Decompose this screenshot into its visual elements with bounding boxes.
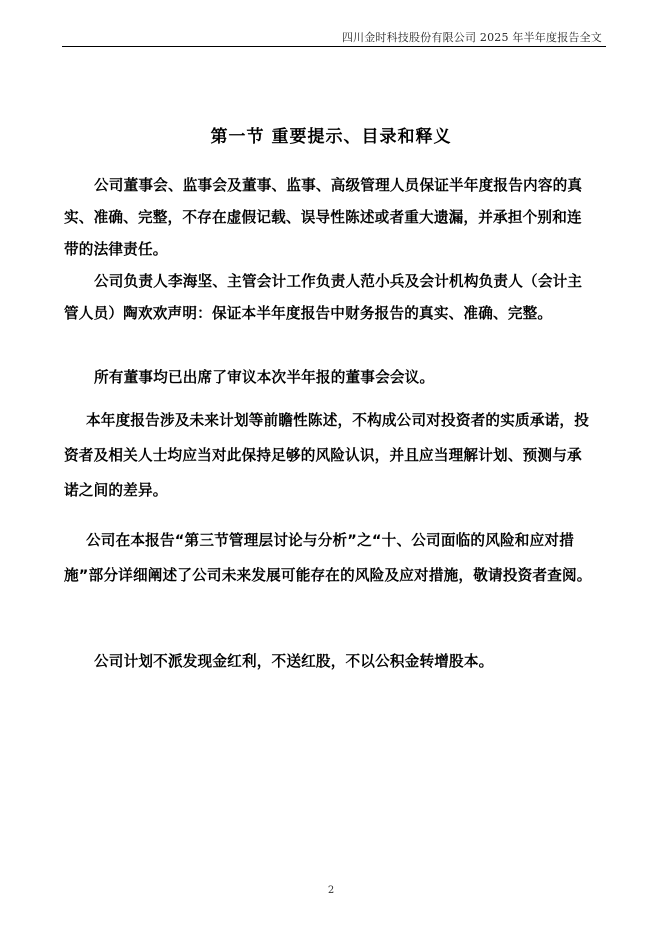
section-title: 第一节 重要提示、目录和释义 xyxy=(210,127,452,147)
paragraph-forward-looking-statements: 本年度报告涉及未来计划等前瞻性陈述，不构成公司对投资者的实质承诺，投资者及相关人士均应当对此保持足够的风险认识，并且应当理解计划、预测与承诺之间的差异。 xyxy=(64,412,589,499)
paragraph-directors-attendance: 所有董事均已出席了审议本次半年报的董事会会议。 xyxy=(94,369,435,386)
paragraph-risk-reference: 公司在本报告“第三节管理层讨论与分析”之“十、公司面临的风险和应对措施”部分详细阐述了公司未来发展可能存在的风险及应对措施，敬请投资者查阅。 xyxy=(64,532,592,584)
page-header: 四川金时科技股份有限公司 2025 年半年度报告全文 xyxy=(341,31,602,44)
paragraph-board-guarantee: 公司董事会、监事会及董事、监事、高级管理人员保证半年度报告内容的真实、准确、完整，不存在虚假记载、误导性陈述或者重大遗漏，并承担个别和连带的法律责任。 xyxy=(64,177,583,258)
page-number: 2 xyxy=(327,885,335,896)
header-divider xyxy=(62,46,606,47)
paragraph-dividend-plan: 公司计划不派发现金红利，不送红股，不以公积金转增股本。 xyxy=(94,653,494,670)
paragraph-responsible-persons-statement: 公司负责人李海坚、主管会计工作负责人范小兵及会计机构负责人（会计主管人员）陶欢欢声明：保证本半年度报告中财务报告的真实、准确、完整。 xyxy=(64,273,583,322)
